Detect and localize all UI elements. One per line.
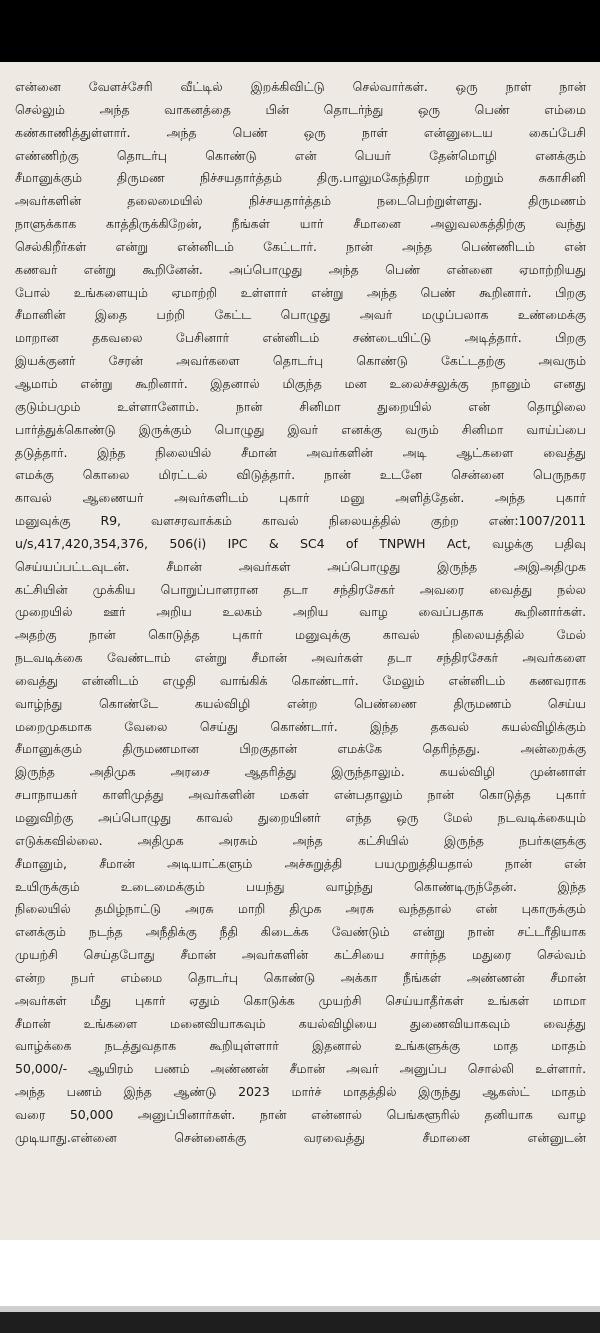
document-line: ஆமாம் என்று கூறினார். இதனால் மிகுந்த மன உலைச்சலுக்கு நானும் எனது (15, 375, 586, 391)
document-line: 50,000/- ஆயிரம் பணம் அண்ணன் சீமான் அவர் அனுப்ப சொல்லி உள்ளார். (15, 1061, 586, 1077)
document-line: முறையில் ஊர் அறிய உலகம் அறிய வாழ வைப்பதாக கூறினார்கள். (15, 604, 586, 620)
document-line: நாளுக்காக காத்திருக்கிறேன், நீங்கள் யார் சீமானை அலுவலகத்திற்கு வந்து (15, 216, 586, 232)
document-line: u/s,417,420,354,376, 506(i) IPC & SC4 of TNPWH Act, வழக்கு பதிவு (15, 535, 586, 551)
document-line: செல்லும் அந்த வாகனத்தை பின் தொடர்ந்து ஒரு பெண் எம்மை (15, 101, 586, 117)
next-page-top-edge (0, 1306, 600, 1312)
next-page-edge (0, 1306, 600, 1333)
document-line: அவர்களின் தலைமையில் நிச்சயதார்த்தம் நடைபெற்றுள்ளது. திருமணம் (15, 193, 586, 209)
document-line: கண்காணித்துள்ளார். அந்த பெண் ஒரு நாள் என்னுடைய கைப்பேசி (15, 124, 586, 140)
document-line: முடியாது.என்னை சென்னைக்கு வரவைத்து சீமானை என்னுடன் (15, 1129, 586, 1145)
document-line: இருந்த அதிமுக அரசை ஆதரித்து இருந்தாலும். கயல்விழி முன்னாள் (15, 764, 586, 780)
document-line: அந்த பணம் இந்த ஆண்டு 2023 மார்ச் மாதத்தில் இருந்து ஆகஸ்ட் மாதம் (15, 1084, 586, 1100)
document-line: சபாநாயகர் காளிமுத்து அவர்களின் மகள் என்பதாலும் நான் கொடுத்த புகார் (15, 787, 586, 803)
document-line: என்ற நபர் எம்மை தொடர்பு கொண்டு அக்கா நீங்கள் அண்ணன் சீமான் (15, 969, 586, 985)
document-line: போல் உங்களையும் ஏமாற்றி உள்ளார் என்று அந்த பெண் கூறினார். பிறகு (15, 284, 586, 300)
document-line: அதற்கு நான் கொடுத்த புகார் மனுவுக்கு காவல் நிலையத்தில் மேல் (15, 627, 586, 643)
document-line: மனுவிற்கு அப்பொழுது காவல் துறையினர் எந்த ஒரு மேல் நடவடிக்கையும் (15, 810, 586, 825)
document-line: சீமானின் இதை பற்றி கேட்ட பொழுது அவர் மழுப்பலாக உண்மைக்கு (15, 307, 586, 323)
document-line: சீமான் உங்களை மனைவியாகவும் கயல்விழியை துணைவியாகவும் வைத்து (15, 1015, 586, 1031)
document-line: சீமானும், சீமான் அடியாட்களும் அச்சுறுத்தி பயமுறுத்தியதால் நான் என் (15, 855, 586, 871)
document-line: மனுவுக்கு R9, வளசரவாக்கம் காவல் நிலையத்தில் குற்ற எண்:1007/2011 (15, 513, 586, 529)
document-line: என்னை வேளச்சேரி வீட்டில் இறக்கிவிட்டு செல்வார்கள். ஒரு நாள் நான் (15, 79, 586, 94)
document-line: மாறான தகவலை பேசினார் என்னிடம் சண்டையிட்டு அடித்தார். பிறகு (15, 330, 586, 346)
document-line: காவல் ஆணையர் அவர்களிடம் புகார் மனு அளித்தேன். அந்த புகார் (15, 490, 586, 506)
bottom-blank-area (0, 1240, 600, 1306)
document-line: கணவர் என்று கூறினேன். அப்பொழுது அந்த பெண் என்னை ஏமாற்றியது (15, 261, 586, 277)
document-line: எண்ணிற்கு தொடர்பு கொண்டு என் பெயர் தேன்மொழி எனக்கும் (15, 147, 586, 163)
document-line: நடவடிக்கை வேண்டாம் என்று சீமான் அவர்கள் தடா சந்திரசேகர் அவர்களை (15, 650, 586, 666)
document-line: வாழ்க்கை நடத்துவதாக கூறியுள்ளார் இதனால் உங்களுக்கு மாத மாதம் (15, 1038, 586, 1054)
document-line: அவர்கள் மீது புகார் ஏதும் கொடுக்க முயற்சி செய்யாதீர்கள் உங்கள் மாமா (15, 992, 586, 1008)
document-line: குடும்பமும் உள்ளானோம். நான் சினிமா துறையில் என் தொழிலை (15, 398, 586, 414)
document-line: நிலையில் தமிழ்நாட்டு அரசு மாறி திமுக அரசு வந்ததால் என் புகாருக்கும் (15, 901, 586, 917)
document-line: எனக்கும் நடந்த அநீதிக்கு நீதி கிடைக்க வேண்டும் என்று நான் சட்டரீதியாக (15, 924, 586, 940)
document-body (15, 76, 586, 1150)
document-line: முயற்சி செய்தபோது சீமான் அவர்களின் கட்சியை சார்ந்த மதுரை செல்வம் (15, 947, 586, 963)
document-line: செய்யப்பட்டவுடன். சீமான் அவர்கள் அப்பொழுது இருந்த அஇஅதிமுக (15, 558, 586, 574)
document-line: சீமானுக்கும் திருமண நிச்சயதார்த்தம் திரு.பாலுமகேந்திரா மற்றும் சுகாசினி (15, 170, 586, 186)
document-line: வரை 50,000 அனுப்பினார்கள். நான் என்னால் பெங்களூரில் தனியாக வாழ (15, 1106, 586, 1122)
document-line: உயிருக்கும் உடைமைக்கும் பயந்து வாழ்ந்து கொண்டிருந்தேன். இந்த (15, 878, 586, 894)
document-line: சீமானுக்கும் திருமணமான பிறகுதான் எமக்கே தெரிந்தது. அன்றைக்கு (15, 741, 586, 757)
document-page (0, 62, 600, 1240)
document-line: வாழ்ந்து கொண்டே கயல்விழி என்ற பெண்ணை திருமணம் செய்ய (15, 695, 586, 711)
document-line: தடுத்தார். இந்த நிலையில் சீமான் அவர்களின் அடி ஆட்களை வைத்து (15, 444, 586, 460)
document-line: எடுக்கவில்லை. அதிமுக அரசும் அந்த கட்சியில் இருந்த நபர்களுக்கு (15, 832, 586, 848)
document-line: எமக்கு கொலை மிரட்டல் விடுத்தார். நான் உடனே சென்னை பெருநகர (15, 467, 586, 483)
document-line: செல்கிறீர்கள் என்று என்னிடம் கேட்டார். நான் அந்த பெண்ணிடம் என் (15, 238, 586, 254)
document-line: கட்சியின் முக்கிய பொறுப்பாளரான தடா சந்திரசேகர் அவரை வைத்து நல்ல (15, 581, 586, 597)
document-line: மறைமுகமாக வேலை செய்து கொண்டார். இந்த தகவல் கயல்விழிக்கும் (15, 718, 586, 734)
document-line: பார்த்துக்கொண்டு இருக்கும் பொழுது இவர் எனக்கு வரும் சினிமா வாய்ப்பை (15, 421, 586, 437)
document-line: இயக்குனர் சேரன் அவர்களை தொடர்பு கொண்டு கேட்டதற்கு அவரும் (15, 353, 586, 369)
top-black-bar (0, 0, 600, 62)
document-line: வைத்து என்னிடம் எழுதி வாங்கிக் கொண்டார். மேலும் என்னிடம் கணவராக (15, 672, 586, 688)
